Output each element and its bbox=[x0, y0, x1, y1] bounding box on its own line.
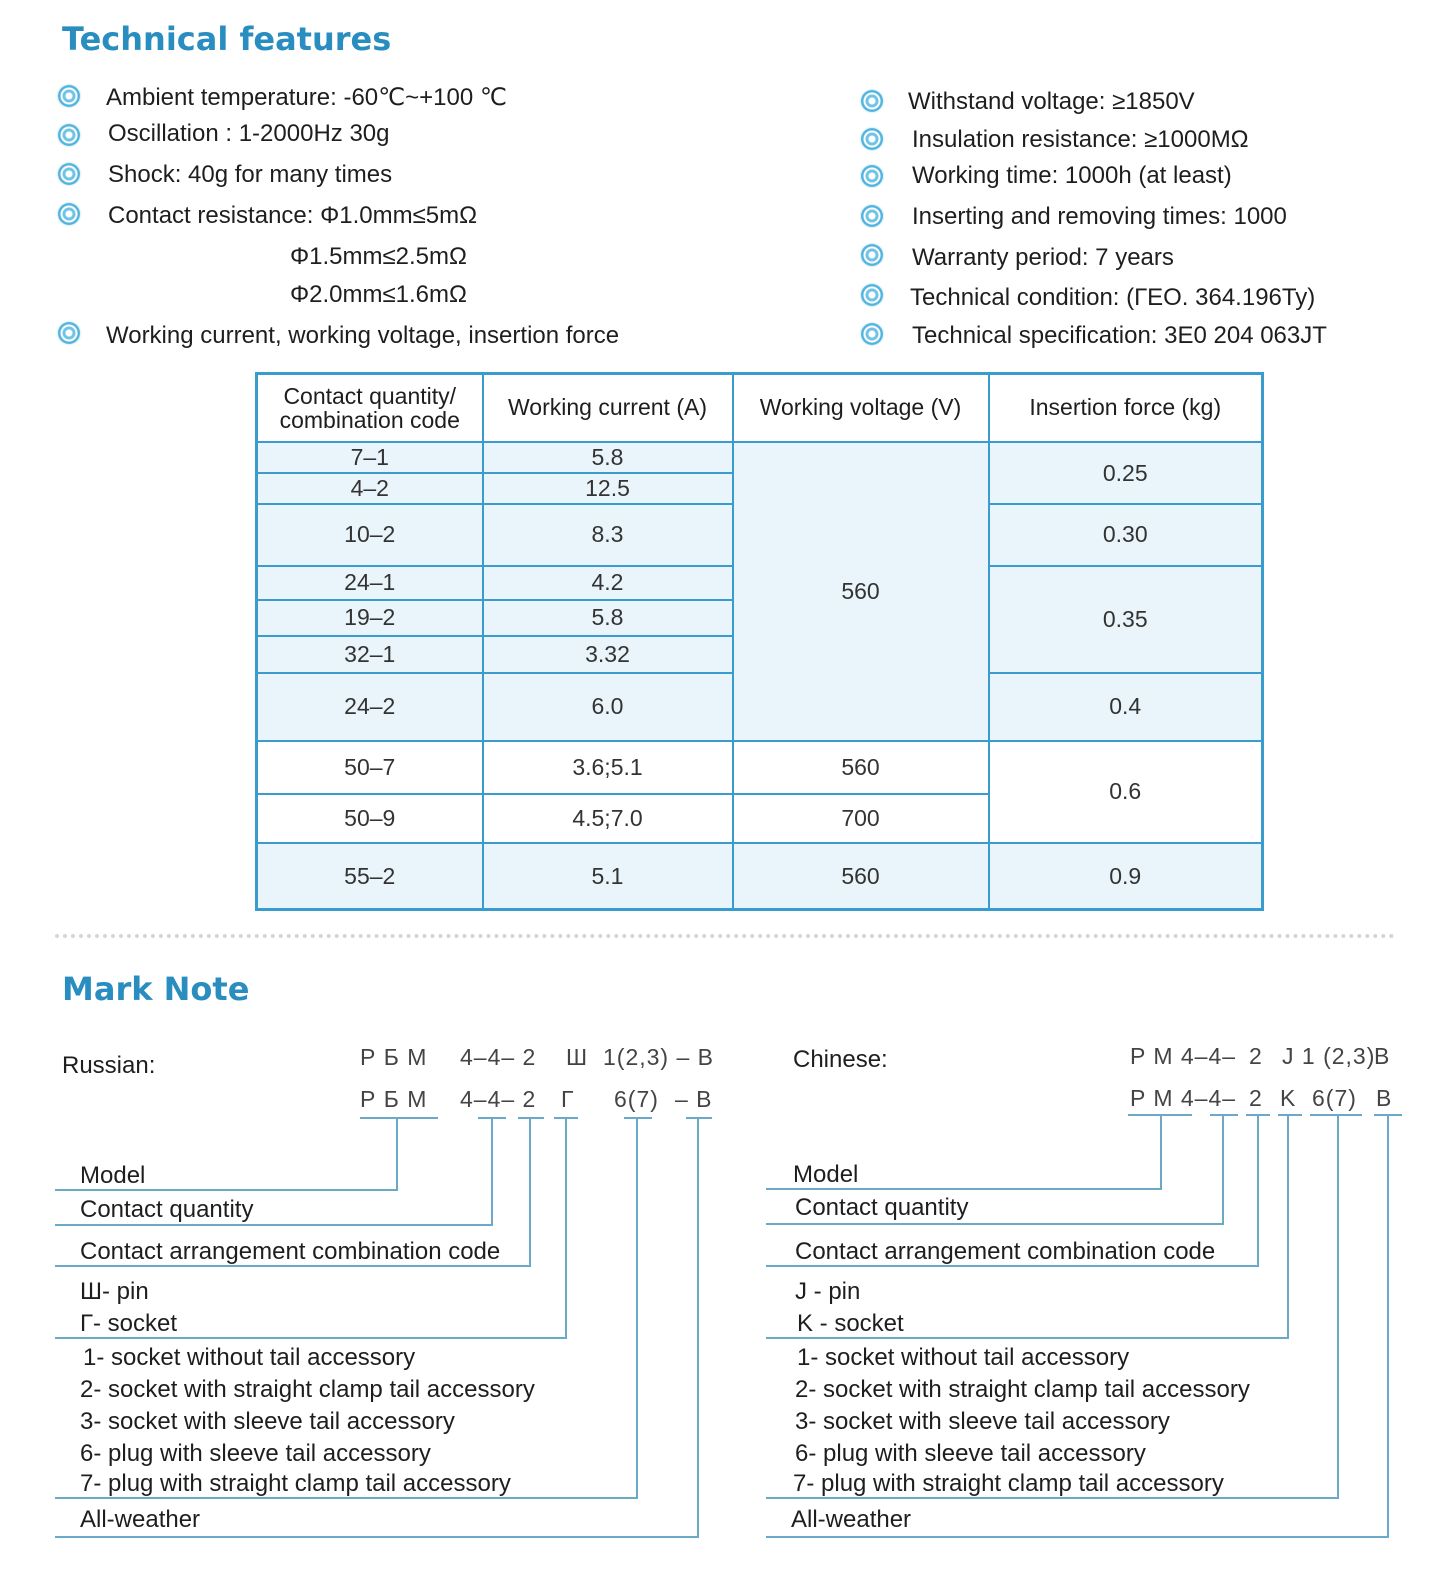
bullet-icon bbox=[861, 323, 883, 345]
code-part: 4–4– 2 bbox=[460, 1086, 537, 1112]
cell-code: 55–2 bbox=[257, 843, 483, 909]
feature-text: Oscillation : 1-2000Hz 30g bbox=[108, 120, 390, 147]
code-part: 4–4– 2 bbox=[460, 1044, 537, 1070]
bullet-icon bbox=[861, 128, 883, 150]
feature-item bbox=[0, 157, 1430, 197]
feature-item bbox=[0, 121, 1430, 161]
feature-item bbox=[0, 238, 1430, 278]
cell-voltage: 560 bbox=[733, 843, 989, 909]
note-item: Contact quantity bbox=[795, 1194, 969, 1221]
note-item: 3- socket with sleeve tail accessory bbox=[795, 1408, 1170, 1435]
table-header-row bbox=[257, 374, 1263, 442]
code-part: Ш bbox=[566, 1044, 589, 1070]
leader-line bbox=[636, 1117, 638, 1499]
code-underline bbox=[518, 1117, 544, 1119]
cell-current: 5.8 bbox=[483, 442, 733, 473]
note-item: 1- socket without tail accessory bbox=[797, 1344, 1130, 1371]
note-item: 7- plug with straight clamp tail accessory bbox=[793, 1470, 1224, 1497]
feature-text: Working time: 1000h (at least) bbox=[912, 162, 1232, 189]
code-part: B bbox=[1376, 1085, 1393, 1111]
code-part: J 1 (2,3) bbox=[1282, 1043, 1376, 1069]
cell-code: 4–2 bbox=[257, 473, 483, 504]
leader-line bbox=[697, 1117, 699, 1538]
cell-current: 5.1 bbox=[483, 843, 733, 909]
note-item: 1- socket without tail accessory bbox=[83, 1344, 416, 1371]
code-part: P M 4–4– bbox=[1130, 1085, 1237, 1111]
note-item: Contact arrangement combination code bbox=[80, 1238, 501, 1265]
cell-voltage: 700 bbox=[733, 794, 989, 843]
leader-line bbox=[491, 1117, 493, 1226]
code-underline bbox=[360, 1117, 438, 1119]
code-part: 6(7) bbox=[614, 1086, 659, 1112]
table-row bbox=[257, 843, 1263, 909]
mark-note-title: Mark Note bbox=[62, 970, 250, 1008]
code-part: Г bbox=[561, 1086, 575, 1112]
cell-force: 0.25 bbox=[989, 442, 1263, 504]
leader-line bbox=[766, 1536, 1389, 1538]
bullet-icon bbox=[861, 284, 883, 306]
code-part: – В bbox=[675, 1086, 713, 1112]
cell-current: 3.32 bbox=[483, 636, 733, 673]
note-item: Model bbox=[793, 1161, 859, 1188]
cell-force: 0.35 bbox=[989, 566, 1263, 674]
note-item: Contact quantity bbox=[80, 1196, 254, 1223]
code-part: K bbox=[1280, 1085, 1297, 1111]
feature-text: Φ2.0mm≤1.6mΩ bbox=[290, 281, 467, 308]
feature-text: Working current, working voltage, insertion force bbox=[106, 322, 620, 349]
leader-line bbox=[766, 1223, 1224, 1225]
feature-text: Ambient temperature: -60℃~+100 ℃ bbox=[106, 84, 507, 111]
cell-current: 6.0 bbox=[483, 673, 733, 740]
cell-force: 0.4 bbox=[989, 673, 1263, 740]
note-item: Model bbox=[80, 1162, 146, 1189]
cell-force: 0.9 bbox=[989, 843, 1263, 909]
leader-line bbox=[55, 1265, 531, 1267]
code-underline bbox=[1210, 1114, 1238, 1116]
feature-text: Withstand voltage: ≥1850V bbox=[908, 88, 1195, 115]
cell-current: 4.2 bbox=[483, 566, 733, 600]
cell-code: 50–9 bbox=[257, 794, 483, 843]
feature-text: Φ1.5mm≤2.5mΩ bbox=[290, 243, 467, 270]
cell-current: 5.8 bbox=[483, 600, 733, 636]
note-item: 2- socket with straight clamp tail accessory bbox=[80, 1376, 535, 1403]
feature-text: Insulation resistance: ≥1000MΩ bbox=[912, 126, 1249, 153]
cell-current: 3.6;5.1 bbox=[483, 741, 733, 794]
cell-code: 7–1 bbox=[257, 442, 483, 473]
feature-text: Warranty period: 7 years bbox=[912, 244, 1174, 271]
feature-text: Shock: 40g for many times bbox=[108, 161, 393, 188]
header-insertion-force: Insertion force (kg) bbox=[989, 374, 1263, 442]
cell-code: 10–2 bbox=[257, 504, 483, 565]
header-line: Contact quantity/ bbox=[283, 382, 457, 409]
leader-line bbox=[1287, 1114, 1289, 1339]
header-working-current: Working current (A) bbox=[483, 374, 733, 442]
chinese-label: Chinese: bbox=[793, 1046, 888, 1073]
note-item: Г- socket bbox=[80, 1310, 178, 1337]
code-part: 2 bbox=[1249, 1043, 1263, 1069]
leader-line bbox=[1337, 1114, 1339, 1499]
leader-line bbox=[1387, 1114, 1389, 1538]
header-line: combination code bbox=[279, 406, 460, 433]
leader-line bbox=[766, 1188, 1162, 1190]
code-part: 6(7) bbox=[1312, 1085, 1357, 1111]
feature-item bbox=[0, 83, 1430, 123]
leader-line bbox=[55, 1337, 567, 1339]
header-working-voltage: Working voltage (V) bbox=[733, 374, 989, 442]
note-item: K - socket bbox=[797, 1310, 904, 1337]
cell-voltage: 560 bbox=[733, 442, 989, 741]
cell-force: 0.6 bbox=[989, 741, 1263, 844]
feature-text: Inserting and removing times: 1000 bbox=[912, 203, 1287, 230]
note-item: 6- plug with sleeve tail accessory bbox=[795, 1440, 1146, 1467]
code-underline bbox=[686, 1117, 712, 1119]
leader-line bbox=[766, 1337, 1289, 1339]
table-row bbox=[257, 741, 1263, 794]
header-contact-quantity bbox=[257, 374, 483, 442]
leader-line bbox=[1257, 1114, 1259, 1267]
note-item: 7- plug with straight clamp tail accessory bbox=[80, 1470, 511, 1497]
cell-code: 50–7 bbox=[257, 741, 483, 794]
feature-text: Technical condition: (ГЕО. 364.196Ту) bbox=[910, 284, 1316, 311]
bullet-icon bbox=[861, 90, 883, 112]
code-part: Р Б М bbox=[360, 1086, 428, 1112]
note-item: All-weather bbox=[80, 1506, 201, 1533]
technical-features-title: Technical features bbox=[62, 20, 392, 58]
cell-current: 4.5;7.0 bbox=[483, 794, 733, 843]
leader-line bbox=[529, 1117, 531, 1267]
cell-code: 24–2 bbox=[257, 673, 483, 740]
leader-line bbox=[55, 1224, 493, 1226]
leader-line bbox=[766, 1497, 1339, 1499]
code-part: 1(2,3) – В bbox=[603, 1044, 714, 1070]
feature-item bbox=[0, 318, 1430, 358]
code-underline bbox=[1310, 1114, 1362, 1116]
feature-text: Technical specification: 3E0 204 063JT bbox=[912, 322, 1327, 349]
cell-code: 24–1 bbox=[257, 566, 483, 600]
note-item: All-weather bbox=[791, 1506, 912, 1533]
note-item: 6- plug with sleeve tail accessory bbox=[80, 1440, 431, 1467]
leader-line bbox=[55, 1497, 638, 1499]
section-divider bbox=[55, 934, 1395, 938]
cell-code: 32–1 bbox=[257, 636, 483, 673]
feature-item bbox=[0, 198, 1430, 238]
bullet-icon bbox=[861, 244, 883, 266]
table-row bbox=[257, 442, 1263, 473]
note-item: 3- socket with sleeve tail accessory bbox=[80, 1408, 455, 1435]
note-item: Ш- pin bbox=[80, 1278, 149, 1305]
bullet-icon bbox=[861, 165, 883, 187]
leader-line bbox=[766, 1265, 1259, 1267]
note-item: Contact arrangement combination code bbox=[795, 1238, 1216, 1265]
leader-line bbox=[565, 1117, 567, 1339]
cell-code: 19–2 bbox=[257, 600, 483, 636]
leader-line bbox=[1160, 1114, 1162, 1190]
bullet-icon bbox=[861, 205, 883, 227]
feature-item bbox=[0, 278, 1430, 318]
spec-table bbox=[255, 372, 1264, 911]
cell-force: 0.30 bbox=[989, 504, 1263, 565]
note-item: 2- socket with straight clamp tail accessory bbox=[795, 1376, 1250, 1403]
leader-line bbox=[55, 1536, 699, 1538]
russian-label: Russian: bbox=[62, 1052, 156, 1079]
code-underline bbox=[624, 1117, 652, 1119]
code-part: 2 bbox=[1249, 1085, 1263, 1111]
code-part: B bbox=[1374, 1043, 1391, 1069]
leader-line bbox=[1222, 1114, 1224, 1225]
code-part: P M 4–4– bbox=[1130, 1043, 1237, 1069]
leader-line bbox=[55, 1189, 398, 1191]
code-underline bbox=[1278, 1114, 1302, 1116]
code-part: Р Б М bbox=[360, 1044, 428, 1070]
cell-voltage: 560 bbox=[733, 741, 989, 794]
cell-current: 8.3 bbox=[483, 504, 733, 565]
cell-current: 12.5 bbox=[483, 473, 733, 504]
feature-text: Contact resistance: Φ1.0mm≤5mΩ bbox=[108, 202, 478, 229]
note-item: J - pin bbox=[795, 1278, 861, 1305]
leader-line bbox=[396, 1117, 398, 1191]
